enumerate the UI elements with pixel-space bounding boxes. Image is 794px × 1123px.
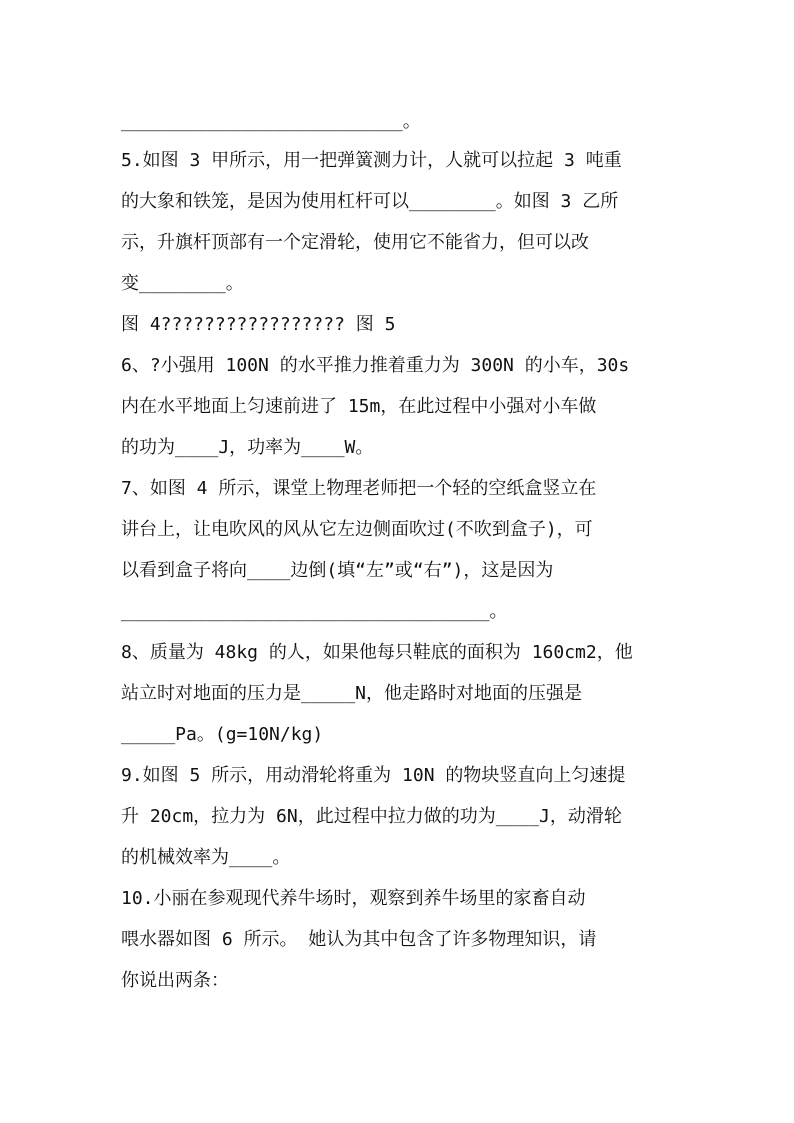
q8-line-1: 8、质量为 48kg 的人，如果他每只鞋底的面积为 160cm2，他: [121, 642, 633, 663]
q7-line-1: 7、如图 4 所示，课堂上物理老师把一个轻的空纸盒竖立在: [121, 478, 597, 499]
q5-line-3: 示，升旗杆顶部有一个定滑轮，使用它不能省力，但可以改: [121, 232, 589, 253]
q6-line-2: 内在水平地面上匀速前进了 15m，在此过程中小强对小车做: [121, 396, 597, 417]
q7-line-4: __________________________________。: [121, 601, 508, 622]
q5-line-1: 5.如图 3 甲所示，用一把弹簧测力计，人就可以拉起 3 吨重: [121, 150, 622, 171]
q9-line-1: 9.如图 5 所示，用动滑轮将重为 10N 的物块竖直向上匀速提: [121, 765, 626, 786]
q5-line-4: 变________。: [121, 273, 244, 294]
q4-answer-line: __________________________。: [121, 111, 421, 132]
q9-line-3: 的机械效率为____。: [121, 847, 291, 868]
q8-line-2: 站立时对地面的压力是_____N，他走路时对地面的压强是: [121, 683, 583, 704]
q10-line-2: 喂水器如图 6 所示。 她认为其中包含了许多物理知识，请: [121, 929, 597, 950]
q7-line-2: 讲台上，让电吹风的风从它左边侧面吹过(不吹到盒子)，可: [121, 519, 593, 540]
q6-line-1: 6、?小强用 100N 的水平推力推着重力为 300N 的小车，30s: [121, 355, 630, 376]
q5-line-2: 的大象和铁笼，是因为使用杠杆可以________。如图 3 乙所: [121, 191, 619, 212]
q9-line-2: 升 20cm，拉力为 6N，此过程中拉力做的功为____J，动滑轮: [121, 806, 622, 827]
q10-line-3: 你说出两条：: [121, 970, 229, 991]
q7-line-3: 以看到盒子将向____边倒(填“左”或“右”)，这是因为: [121, 560, 554, 581]
figure-caption-line: 图 4????????????????? 图 5: [121, 314, 396, 335]
q6-line-3: 的功为____J，功率为____W。: [121, 437, 374, 458]
q10-line-1: 10.小丽在参观现代养牛场时，观察到养牛场里的家畜自动: [121, 888, 586, 909]
q8-line-3: _____Pa。(g=10N/kg): [121, 724, 324, 745]
